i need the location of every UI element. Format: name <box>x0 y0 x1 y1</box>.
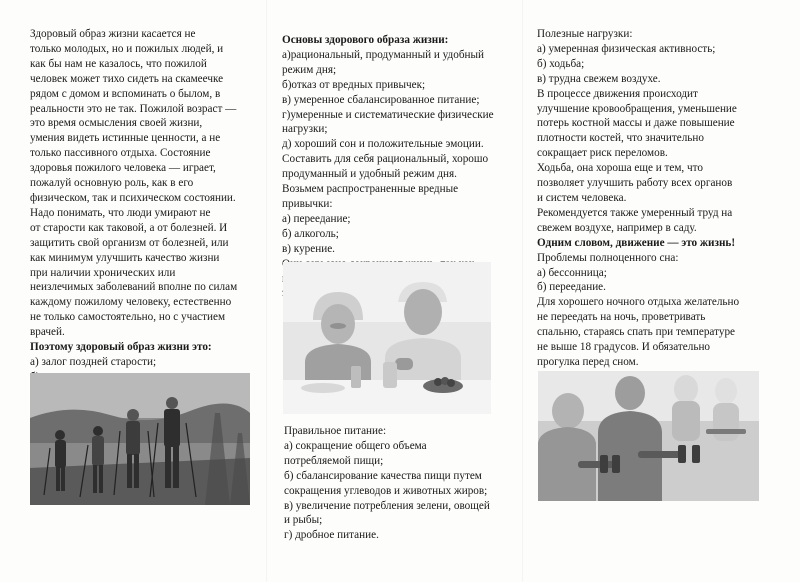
text-line: Правильное питание: <box>284 425 387 437</box>
text-line: это время осмысления своей жизни, <box>30 117 203 130</box>
text-line: продуманный и удобный режим дня. <box>282 168 457 181</box>
text-line: привычки: <box>282 197 333 210</box>
text-line: а) сокращение общего объема <box>284 439 427 452</box>
text-line: Надо понимать, что люди умирают не <box>30 206 211 219</box>
text-line: не только самостоятельно, но с участием <box>30 311 226 324</box>
text-line: б) алкоголь; <box>282 227 339 240</box>
intro-text <box>30 27 262 340</box>
text-line: Полезные нагрузки: <box>537 28 633 40</box>
text-line: а) бессонница; <box>537 266 607 279</box>
text-line: каждому пожилому человеку, естественно <box>30 296 232 309</box>
photo-elderly-couple <box>283 262 491 414</box>
fold-line-1 <box>266 0 267 582</box>
text-line: нагрузки; <box>282 123 328 136</box>
text-line: свежем воздухе, например в саду. <box>537 221 697 234</box>
text-line: потребляемой пищи; <box>284 454 384 467</box>
text-line: г)умеренные и систематические физические <box>282 108 494 121</box>
text-line: здоровья пожилого человека — играет, <box>30 162 216 175</box>
text-line: позволяет улучшить работу всех органов <box>537 177 733 190</box>
text-line: г) дробное питание. <box>284 529 379 542</box>
text-line: в) курение. <box>282 242 335 255</box>
text-line: потерь костной массы и даже повышение <box>537 117 735 130</box>
text-line: и систем человека. <box>537 191 627 204</box>
text-line: неизлечимых заболеваний вполне по силам <box>30 281 238 294</box>
column-basics <box>282 0 510 301</box>
text-line: врачей. <box>30 326 65 339</box>
nutrition-section <box>284 424 506 543</box>
text-line: а)рациональный, продуманный и удобный <box>282 48 485 61</box>
photo-nordic-walking <box>30 373 250 505</box>
text-line: в) увеличение потребления зелени, овощей <box>284 499 490 512</box>
text-line: как минимум улучшить качество жизни <box>30 251 220 264</box>
text-line: от старости как таковой, а от болезней. И <box>30 221 228 234</box>
text-line: б) ходьба; <box>537 57 585 70</box>
text-line: не переедать на ночь, проветривать <box>537 311 706 324</box>
column-activity <box>537 0 757 370</box>
text-line: б)отказ от вредных привычек; <box>282 78 426 91</box>
text-line: а) умеренная физическая активность; <box>537 42 716 55</box>
text-line: как бы нам не казалось, что пожилой <box>30 57 207 70</box>
fold-line-2 <box>522 0 523 582</box>
text-line: прогулка перед сном. <box>537 355 639 368</box>
section-heading: Основы здорового образа жизни: <box>282 34 449 46</box>
text-line: сокращения углеводов и животных жиров; <box>284 484 488 497</box>
text-line: спальню, стараясь спать при температуре <box>537 326 735 339</box>
text-line: режим дня; <box>282 63 337 76</box>
text-line: только пассивного отдыха. Состояние <box>30 147 211 160</box>
photo-dumbbell-exercise <box>538 371 759 501</box>
text-line: только молодых, но и пожилых людей, и <box>30 42 224 55</box>
text-line: пожалуй основную роль, как в его <box>30 177 194 190</box>
activity-text <box>537 27 757 236</box>
text-line: Для хорошего ночного отдыха желательно <box>537 296 740 309</box>
text-line: а) переедание; <box>282 212 351 225</box>
section-heading: Поэтому здоровый образ жизни это: <box>30 341 212 354</box>
text-line: рядом с домом и вспоминать о былом, в <box>30 87 221 100</box>
text-line: в) умеренное сбалансированное питание; <box>282 93 480 106</box>
text-line: б) переедание. <box>537 281 606 294</box>
text-line: сокращает риск переломов. <box>537 147 668 160</box>
text-line: физическом, так и психическом состоянии. <box>30 191 236 204</box>
text-line: Возьмем распространенные вредные <box>282 183 459 196</box>
text-line: и рыбы; <box>284 514 323 527</box>
text-line: д) хороший сон и положительные эмоции. <box>282 138 484 151</box>
motto-highlight: Одним словом, движение — это жизнь! <box>537 236 736 249</box>
column-intro <box>30 0 262 415</box>
text-line: В процессе движения происходит <box>537 87 698 100</box>
text-line: б) сбалансирование качества пищи путем <box>284 469 482 482</box>
text-line: Проблемы полноценного сна: <box>537 251 679 264</box>
text-line: реальности это не так. Пожилой возраст — <box>30 102 237 115</box>
text-line: Здоровый образ жизни касается не <box>30 28 196 40</box>
text-line: улучшение кровообращения, уменьшение <box>537 102 737 115</box>
text-line: умения видеть истинные ценности, а не <box>30 132 221 145</box>
text-line: при наличии хронических или <box>30 266 176 279</box>
sleep-text <box>537 251 757 370</box>
text-line: плотности костей, что значительно <box>537 132 704 145</box>
text-line: Рекомендуется также умеренный труд на <box>537 206 733 219</box>
list-item: а) залог поздней старости; <box>30 355 157 368</box>
text-line: в) трудна свежем воздухе. <box>537 72 661 85</box>
text-line: Составить для себя рациональный, хорошо <box>282 153 489 166</box>
text-line: защитить свой организм от болезней, или <box>30 236 229 249</box>
text-line: человек может тихо сидеть на скамеечке <box>30 72 224 85</box>
text-line: не выше 18 градусов. И обязательно <box>537 341 711 354</box>
text-line: Ходьба, она хороша еще и тем, что <box>537 162 703 175</box>
